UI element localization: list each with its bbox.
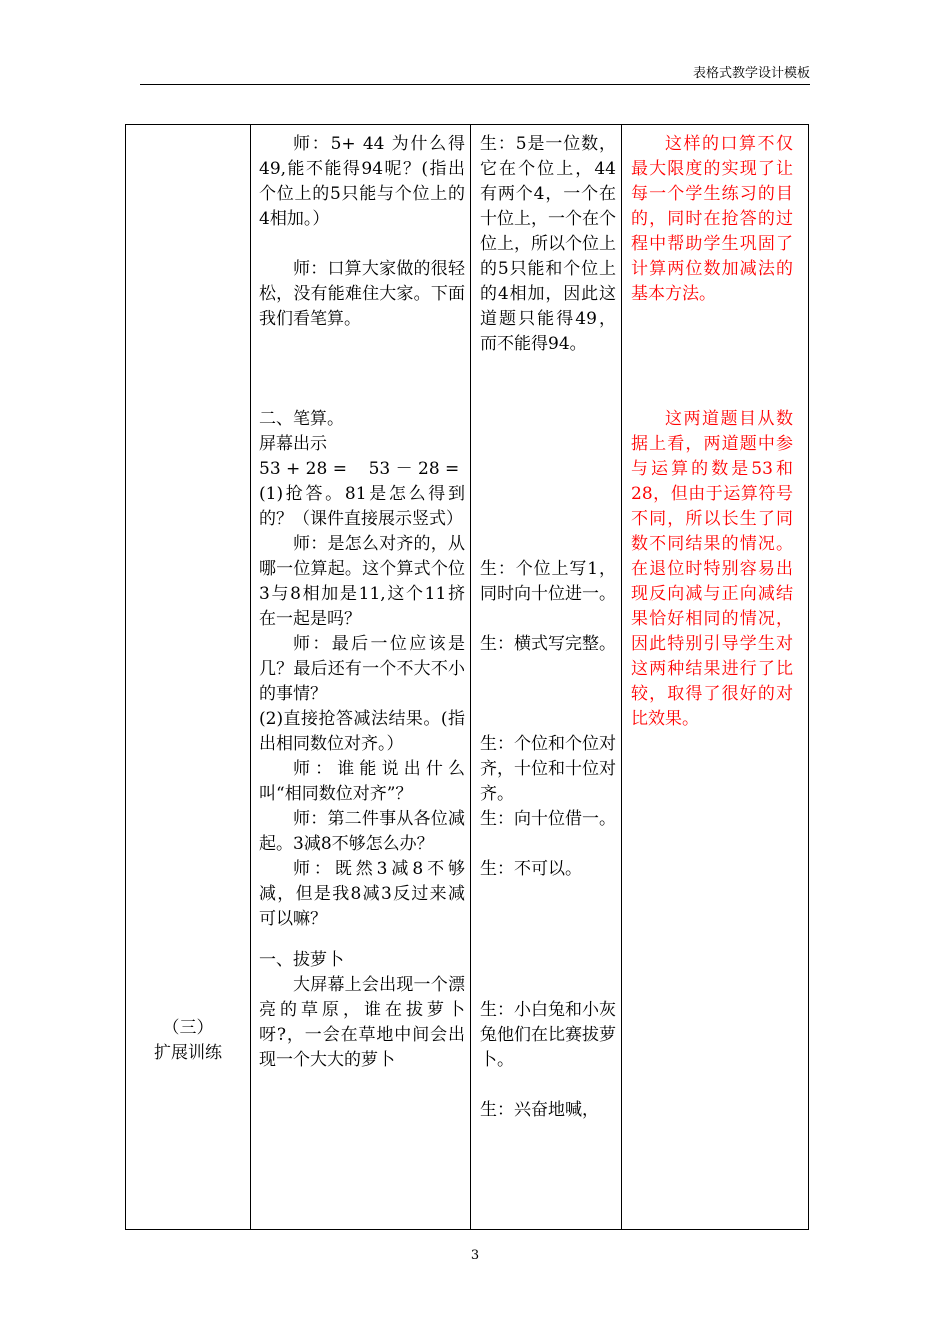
stage-label-line1: （三） (162, 1018, 214, 1038)
student-answer: 生：兴奋地喊， (480, 1100, 599, 1120)
teacher-paragraph: 师：第二件事从各位减起。3减8不够怎么办？ (259, 809, 465, 854)
student-answer: 生：个位和个位对齐，十位和十位对齐。 (480, 734, 616, 804)
student-answer: 生：横式写完整。 (480, 634, 616, 654)
column-divider-1 (250, 124, 251, 1230)
page-number: 3 (470, 1248, 480, 1263)
teacher-paragraph: 师：5+ 44 为什么得49,能不能得94呢？(指出个位上的5只能与个位上的4相加。） (259, 134, 465, 229)
column-divider-3 (621, 124, 622, 1230)
teacher-paragraph: 师：口算大家做的很轻松，没有能难住大家。下面我们看笔算。 (259, 259, 465, 329)
notes-column (631, 132, 793, 732)
screen-show-label: 屏幕出示 (259, 434, 327, 454)
teacher-paragraph: 大屏幕上会出现一个漂亮的草原，谁在拔萝卜呀?，一会在草地中间会出现一个大大的萝卜 (259, 975, 465, 1070)
header-rule (140, 84, 810, 85)
column-divider-2 (470, 124, 471, 1230)
design-note: 这样的口算不仅最大限度的实现了让每一个学生练习的目的，同时在抢答的过程中帮助学生巩固了计算两位数加减法的基本方法。 (631, 134, 793, 304)
section-title: 一、拔萝卜 (259, 950, 344, 970)
design-note: 这两道题目从数据上看，两道题中参与运算的数是53和28，但由于运算符号不同，所以长生了同数不同结果的情况。在退位时特别容易出现反向减与正向减结果恰好相同的情况，因此特别引导学生对这两种结果进行了比较，取得了很好的对比效果。 (631, 409, 793, 729)
student-answer: 生：个位上写1，同时向十位进一。 (480, 559, 616, 604)
teacher-paragraph: 师：是怎么对齐的，从哪一位算起。这个算式个位3与8相加是11,这个11挤在一起是吗？ (259, 534, 465, 629)
header-title: 表格式教学设计模板 (692, 66, 810, 81)
student-answer: 生：5是一位数，它在个位上，44有两个4，一个在十位上，一个在个位上，所以个位上的5只能和个位上的4相加，因此这道题只能得49，而不能得94。 (480, 134, 616, 354)
question-1: (1)抢答。81是怎么得到的？（课件直接展示竖式） (259, 484, 465, 529)
teacher-paragraph: 师：既然3减8不够减，但是我8减3反过来减可以嘛？ (259, 859, 465, 929)
teacher-paragraph: 师：最后一位应该是几？最后还有一个不大不小的事情？ (259, 634, 465, 704)
stage-column (126, 1016, 250, 1066)
student-answer: 生：不可以。 (480, 859, 582, 879)
section-title: 二、笔算。 (259, 409, 344, 429)
student-answer: 生：向十位借一。 (480, 809, 616, 829)
teacher-paragraph: 师：谁能说出什么叫“相同数位对齐”？ (259, 759, 465, 804)
student-column (480, 132, 616, 1123)
stage-label-line2: 扩展训练 (154, 1043, 222, 1063)
teacher-column (259, 132, 465, 1073)
question-2: (2)直接抢答减法结果。(指出相同数位对齐。） (259, 709, 465, 754)
equation-line: 53 + 28 = 53 － 28 = (259, 459, 460, 479)
student-answer: 生：小白兔和小灰兔他们在比赛拔萝卜。 (480, 1000, 616, 1070)
